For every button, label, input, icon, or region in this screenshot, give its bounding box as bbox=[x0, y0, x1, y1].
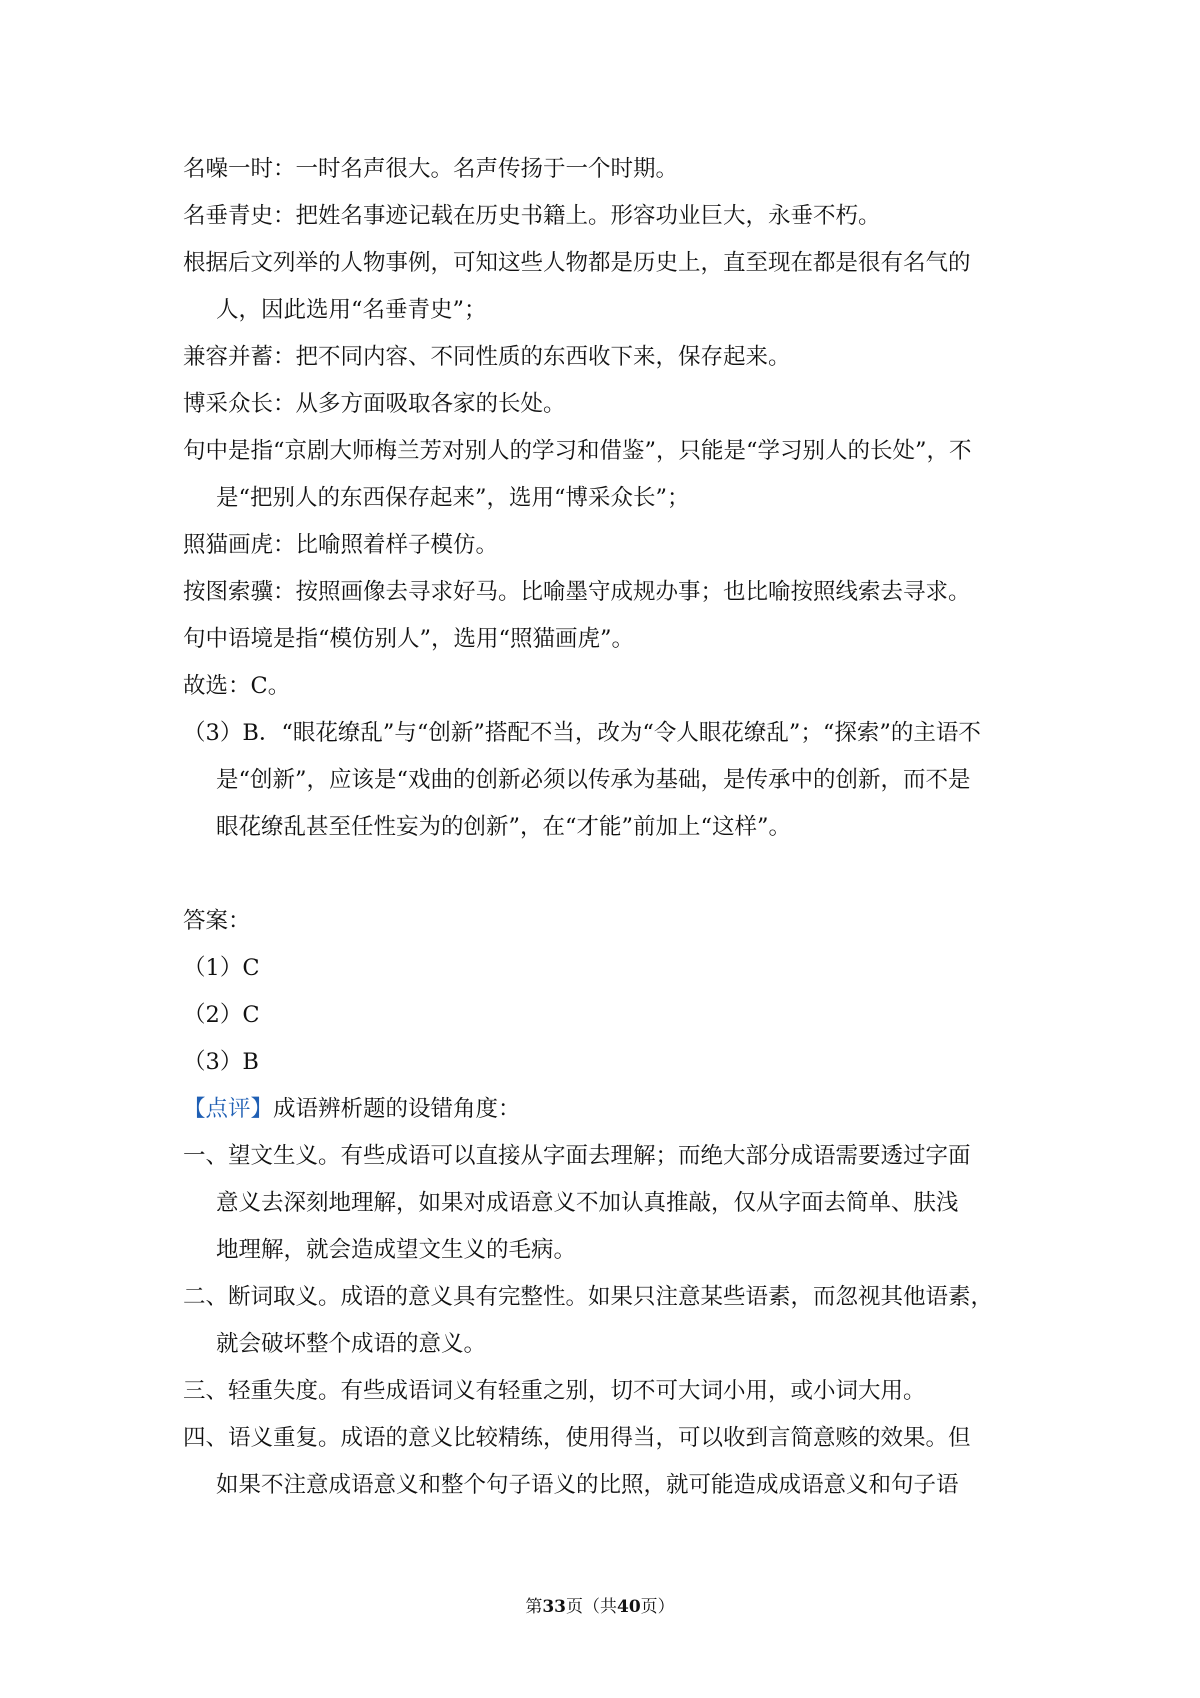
comment-line: 四、语义重复。成语的意义比较精练，使用得当，可以收到言简意赅的效果。但 bbox=[183, 1425, 971, 1451]
explanation-line: 根据后文列举的人物事例，可知这些人物都是历史上，直至现在都是很有名气的 bbox=[183, 250, 971, 276]
explanation-line: 人，因此选用“名垂青史”； bbox=[216, 297, 487, 323]
explanation-line: （3）B．“眼花缭乱”与“创新”搭配不当，改为“令人眼花缭乱”；“探索”的主语不 bbox=[183, 720, 981, 746]
footer-suffix: 页） bbox=[640, 1597, 675, 1617]
page-number: 33 bbox=[542, 1597, 566, 1617]
definition-line: 名垂青史：把姓名事迹记载在历史书籍上。形容功业巨大，永垂不朽。 bbox=[183, 203, 881, 229]
comment-line: 二、断词取义。成语的意义具有完整性。如果只注意某些语素，而忽视其他语素， bbox=[183, 1284, 994, 1310]
comment-line: 如果不注意成语意义和整个句子语义的比照，就可能造成成语意义和句子语 bbox=[216, 1472, 959, 1498]
explanation-line: 句中语境是指“模仿别人”，选用“照猫画虎”。 bbox=[183, 626, 635, 652]
answer-item: （2）C bbox=[183, 1002, 260, 1028]
explanation-line: 是“创新”，应该是“戏曲的创新必须以传承为基础，是传承中的创新，而不是 bbox=[216, 767, 971, 793]
comment-line: 一、望文生义。有些成语可以直接从字面去理解；而绝大部分成语需要透过字面 bbox=[183, 1143, 971, 1169]
comment-tag: 【点评】 bbox=[183, 1096, 274, 1122]
spacer bbox=[183, 851, 1023, 898]
answer-item: （1）C bbox=[183, 955, 260, 981]
comment-line: 意义去深刻地理解，如果对成语意义不加认真推敲，仅从字面去简单、肤浅 bbox=[216, 1190, 959, 1216]
page-footer bbox=[0, 1595, 1200, 1619]
definition-line: 照猫画虎：比喻照着样子模仿。 bbox=[183, 532, 499, 558]
explanation-line: 句中是指“京剧大师梅兰芳对别人的学习和借鉴”，只能是“学习别人的长处”，不 bbox=[183, 438, 972, 464]
explanation-line: 是“把别人的东西保存起来”，选用“博采众长”； bbox=[216, 485, 690, 511]
definition-line: 名噪一时：一时名声很大。名声传扬于一个时期。 bbox=[183, 156, 679, 182]
footer-middle: 页（共 bbox=[566, 1597, 617, 1617]
total-pages: 40 bbox=[617, 1597, 641, 1617]
comment-line: 地理解，就会造成望文生义的毛病。 bbox=[216, 1237, 577, 1263]
choice-line: 故选：C。 bbox=[183, 673, 291, 699]
comment-heading bbox=[183, 1086, 1023, 1133]
comment-intro: 成语辨析题的设错角度： bbox=[273, 1096, 521, 1122]
definition-line: 按图索骥：按照画像去寻求好马。比喻墨守成规办事；也比喻按照线索去寻求。 bbox=[183, 579, 971, 605]
answer-item: （3）B bbox=[183, 1049, 259, 1075]
definition-line: 博采众长：从多方面吸取各家的长处。 bbox=[183, 391, 566, 417]
comment-line: 三、轻重失度。有些成语词义有轻重之别，切不可大词小用，或小词大用。 bbox=[183, 1378, 926, 1404]
definition-line: 兼容并蓄：把不同内容、不同性质的东西收下来，保存起来。 bbox=[183, 344, 791, 370]
explanation-line: 眼花缭乱甚至任性妄为的创新”，在“才能”前加上“这样”。 bbox=[216, 814, 792, 840]
page-body bbox=[183, 146, 1023, 1509]
answer-heading: 答案： bbox=[183, 908, 251, 934]
comment-line: 就会破坏整个成语的意义。 bbox=[216, 1331, 487, 1357]
footer-prefix: 第 bbox=[525, 1597, 543, 1617]
